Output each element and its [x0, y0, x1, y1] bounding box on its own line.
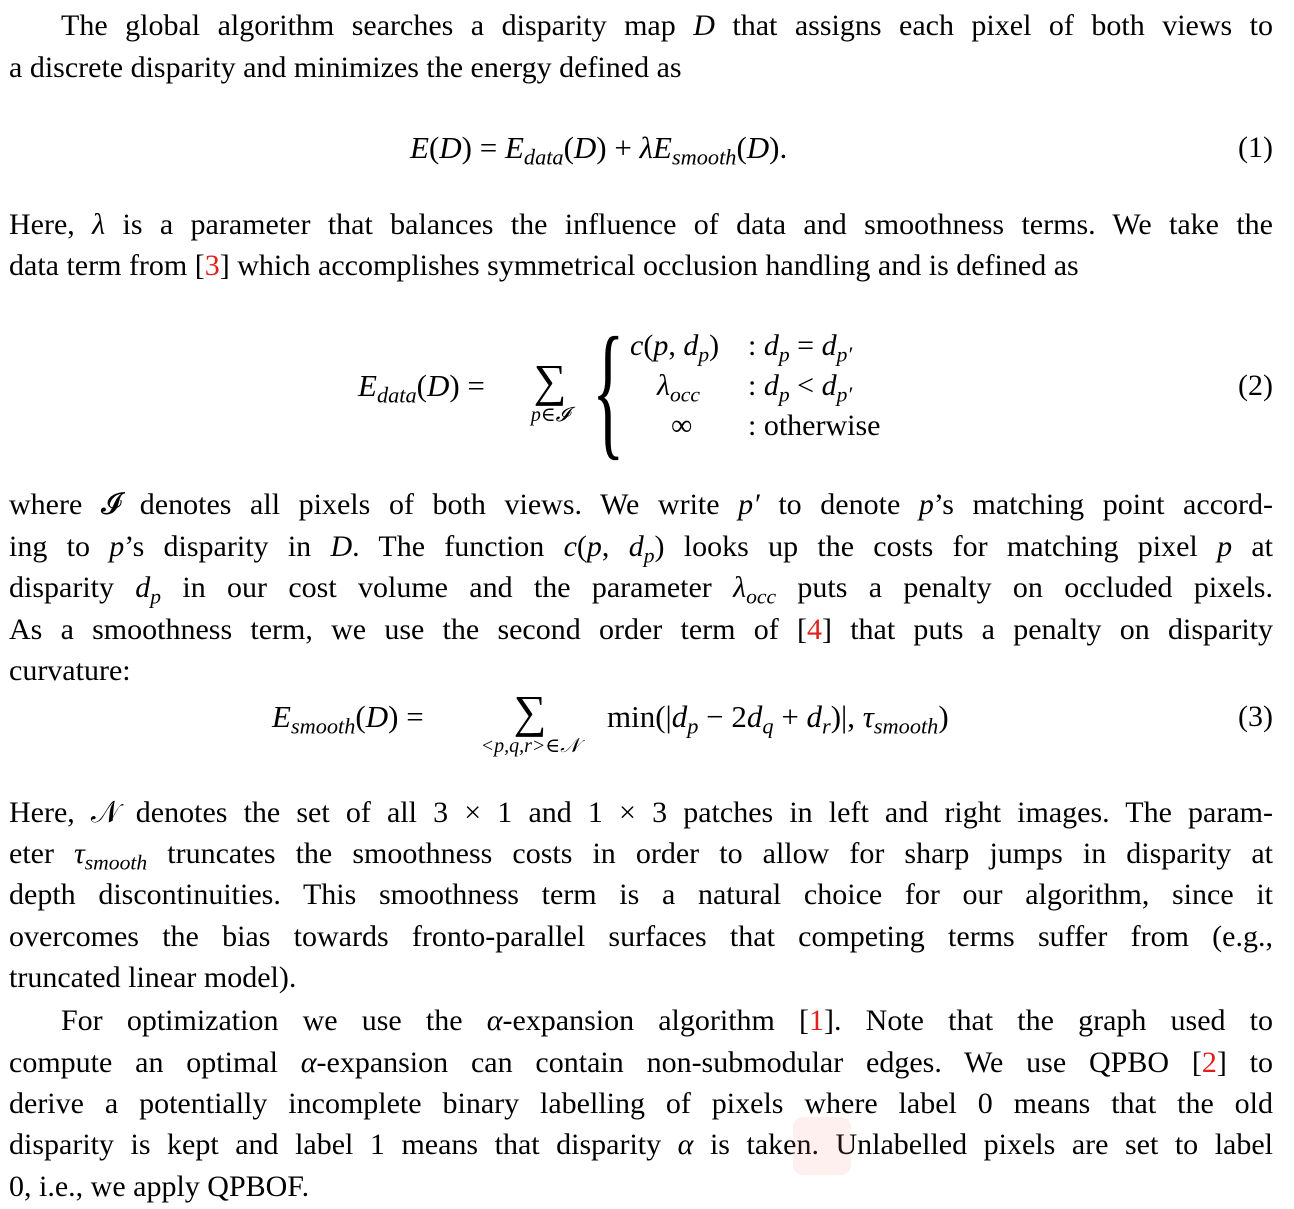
equation-2-lhs: $E_{data}(D)$ = — [358, 368, 485, 408]
equation-3-lhs: $E_{smooth}(D)$ = — [272, 699, 424, 739]
citation-2[interactable]: 2 — [1201, 1046, 1217, 1079]
paragraph4-line2: eter $\tau_{smooth}$ truncates the smoothness costs in order to allow for sharp jumps in disparity at — [9, 837, 1273, 875]
equation-3-number: (3) — [1238, 700, 1273, 733]
paragraph5-line2: compute an optimal α-expansion can contain non-submodular edges. We use QPBO [2] to — [9, 1046, 1273, 1079]
paragraph5-line4: disparity is kept and label 1 means that disparity α is taken. Unlabelled pixels are set to label — [9, 1128, 1273, 1161]
paragraph1-line2: a discrete disparity and minimizes the energy defined as — [9, 51, 682, 84]
equation-2-case2-left: $\lambda_{occ}$ — [657, 369, 700, 407]
paragraph3-line5: curvature: — [9, 654, 131, 687]
citation-1[interactable]: 1 — [809, 1004, 825, 1037]
paragraph5-line3: derive a potentially incomplete binary labelling of pixels where label 0 means that the old — [9, 1087, 1273, 1120]
watermark-overlay — [793, 1117, 851, 1175]
equation-2-sum: ∑ p∈𝓘 — [530, 355, 570, 426]
equation-1-number: (1) — [1238, 131, 1273, 164]
paragraph2-line2: data term from [3] which accomplishes symmetrical occlusion handling and is defined as — [9, 249, 1079, 282]
paragraph3-line3: disparity $d_p$ in our cost volume and the parameter $\lambda_{occ}$ puts a penalty on occluded pixels. — [9, 571, 1273, 609]
equation-2-case1-left: c(p, $d_p$) — [630, 329, 720, 367]
paragraph4-line4: overcomes the bias towards fronto-parallel surfaces that competing terms suffer from (e.g., — [9, 920, 1273, 953]
equation-2-case3-right: : otherwise — [748, 409, 881, 442]
paragraph3-line4: As a smoothness term, we use the second order term of [4] that puts a penalty on disparity — [9, 613, 1273, 646]
paragraph4-line1: Here, 𝒩 denotes the set of all 3 × 1 and 1 × 3 patches in left and right images. The param- — [9, 796, 1273, 829]
paragraph1-line1: The global algorithm searches a disparity map D that assigns each pixel of both views to — [61, 9, 1273, 42]
equation-2-case1-right: : $d_p = d_{p'}$ — [748, 329, 853, 367]
paragraph5-line5: 0, i.e., we apply QPBOF. — [9, 1170, 310, 1203]
equation-2-case2-right: : $d_p < d_{p'}$ — [748, 369, 853, 407]
equation-2-number: (2) — [1238, 369, 1273, 402]
paragraph3-line2: ing to p’s disparity in D. The function c(p, $d_p$) looks up the costs for matching pixel p at — [9, 530, 1274, 568]
paragraph3-line1: where 𝓘 denotes all pixels of both views. We write p′ to denote p’s matching point accord- — [9, 488, 1273, 521]
equation-1: $E(D) = E_{data}(D) + \lambda E_{smooth}(D)$. — [410, 130, 788, 170]
citation-3[interactable]: 3 — [204, 249, 220, 282]
equation-3-sum: ∑ <p,q,r>∈𝒩 — [480, 686, 580, 757]
equation-2-case3-left: ∞ — [671, 409, 693, 442]
paragraph2-line1: Here, λ is a parameter that balances the influence of data and smoothness terms. We take the — [9, 208, 1273, 241]
paragraph5-line1: For optimization we use the α-expansion algorithm [1]. Note that the graph used to — [61, 1004, 1274, 1037]
equation-2-brace: { — [592, 307, 625, 473]
paragraph4-line3: depth discontinuities. This smoothness term is a natural choice for our algorithm, since it — [9, 878, 1273, 911]
citation-4[interactable]: 4 — [806, 613, 822, 646]
paragraph4-line5: truncated linear model). — [9, 961, 297, 994]
equation-3-rhs: $\min(|d_p - 2d_q + d_r)|$, $\tau_{smooth}$) — [607, 699, 949, 739]
